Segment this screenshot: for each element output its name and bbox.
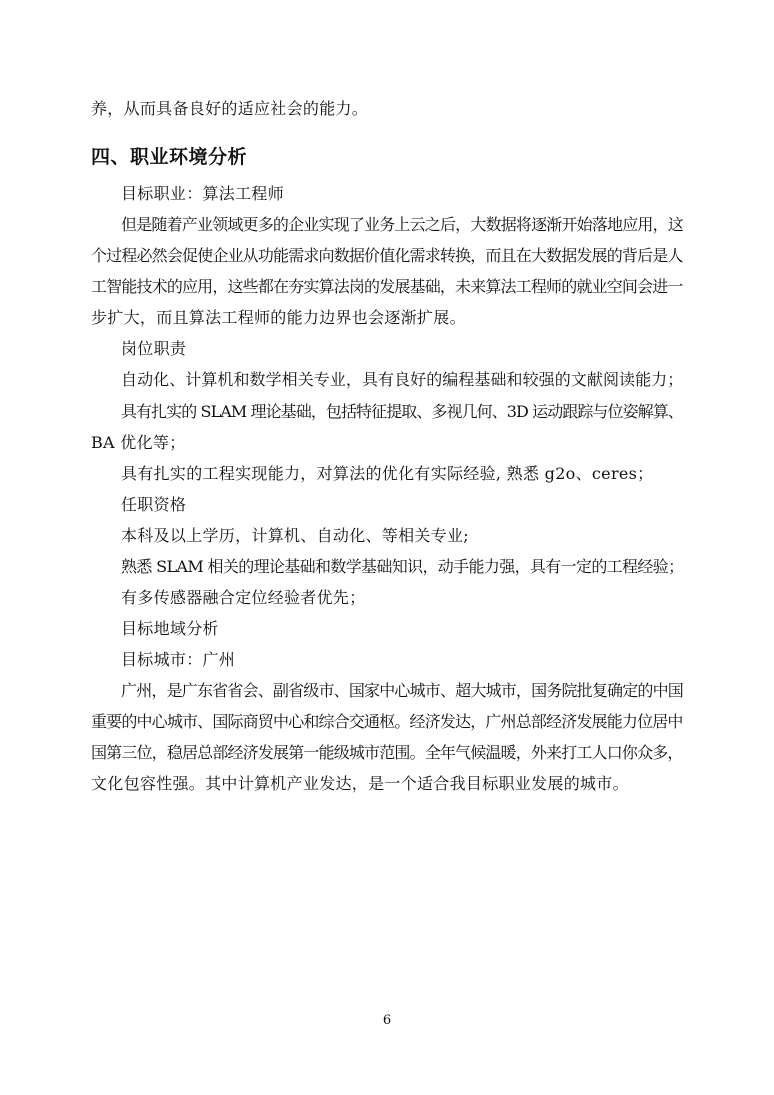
subheading-line: 任职资格 bbox=[121, 495, 187, 514]
qualification-item: 本科及以上学历，计算机、自动化、等相关专业; bbox=[121, 526, 469, 545]
target-job-line: 目标职业：算法工程师 bbox=[121, 184, 285, 203]
subheading-line: 目标地域分析 bbox=[121, 619, 219, 638]
section-heading: 四、职业环境分析 bbox=[91, 146, 248, 168]
paragraph-line: 但是随着产业领域更多的企业实现了业务上云之后，大数据将逐渐开始落地应用，这 bbox=[121, 215, 683, 234]
duty-item: 自动化、计算机和数学相关专业，具有良好的编程基础和较强的文献阅读能力； bbox=[121, 370, 684, 389]
qualification-item: 有多传感器融合定位经验者优先； bbox=[121, 588, 366, 607]
duty-item-continuation: BA 优化等； bbox=[91, 433, 186, 452]
qualification-item: 熟悉 SLAM 相关的理论基础和数学基础知识，动手能力强，具有一定的工程经验； bbox=[121, 557, 684, 576]
paragraph-line: 广州，是广东省省会、副省级市、国家中心城市、超大城市，国务院批复确定的中国 bbox=[121, 681, 683, 700]
paragraph-line: 步扩大，而且算法工程师的能力边界也会逐渐扩展。 bbox=[91, 308, 466, 327]
paragraph-line: 文化包容性强。其中计算机产业发达，是一个适合我目标职业发展的城市。 bbox=[91, 774, 629, 793]
paragraph-line: 工智能技术的应用，这些都在夯实算法岗的发展基础，未来算法工程师的就业空间会进一 bbox=[91, 277, 683, 296]
paragraph-line: 重要的中心城市、国际商贸中心和综合交通枢。经济发达，广州总部经济发展能力位居中 bbox=[91, 712, 683, 731]
page-number: 6 bbox=[382, 1013, 392, 1028]
paragraph-continuation-line: 养，从而具备良好的适应社会的能力。 bbox=[91, 99, 369, 118]
paragraph-line: 国第三位，稳居总部经济发展第一能级城市范围。全年气候温暖，外来打工人口你众多， bbox=[91, 743, 683, 762]
duty-item: 具有扎实的工程实现能力，对算法的优化有实际经验, 熟悉 g2o、ceres； bbox=[121, 464, 654, 483]
duty-item: 具有扎实的 SLAM 理论基础，包括特征提取、多视几何、3D 运动跟踪与位姿解算、 bbox=[121, 402, 683, 421]
target-city-line: 目标城市：广州 bbox=[121, 650, 236, 669]
subheading-line: 岗位职责 bbox=[121, 339, 187, 358]
paragraph-line: 个过程必然会促使企业从功能需求向数据价值化需求转换，而且在大数据发展的背后是人 bbox=[91, 246, 683, 265]
